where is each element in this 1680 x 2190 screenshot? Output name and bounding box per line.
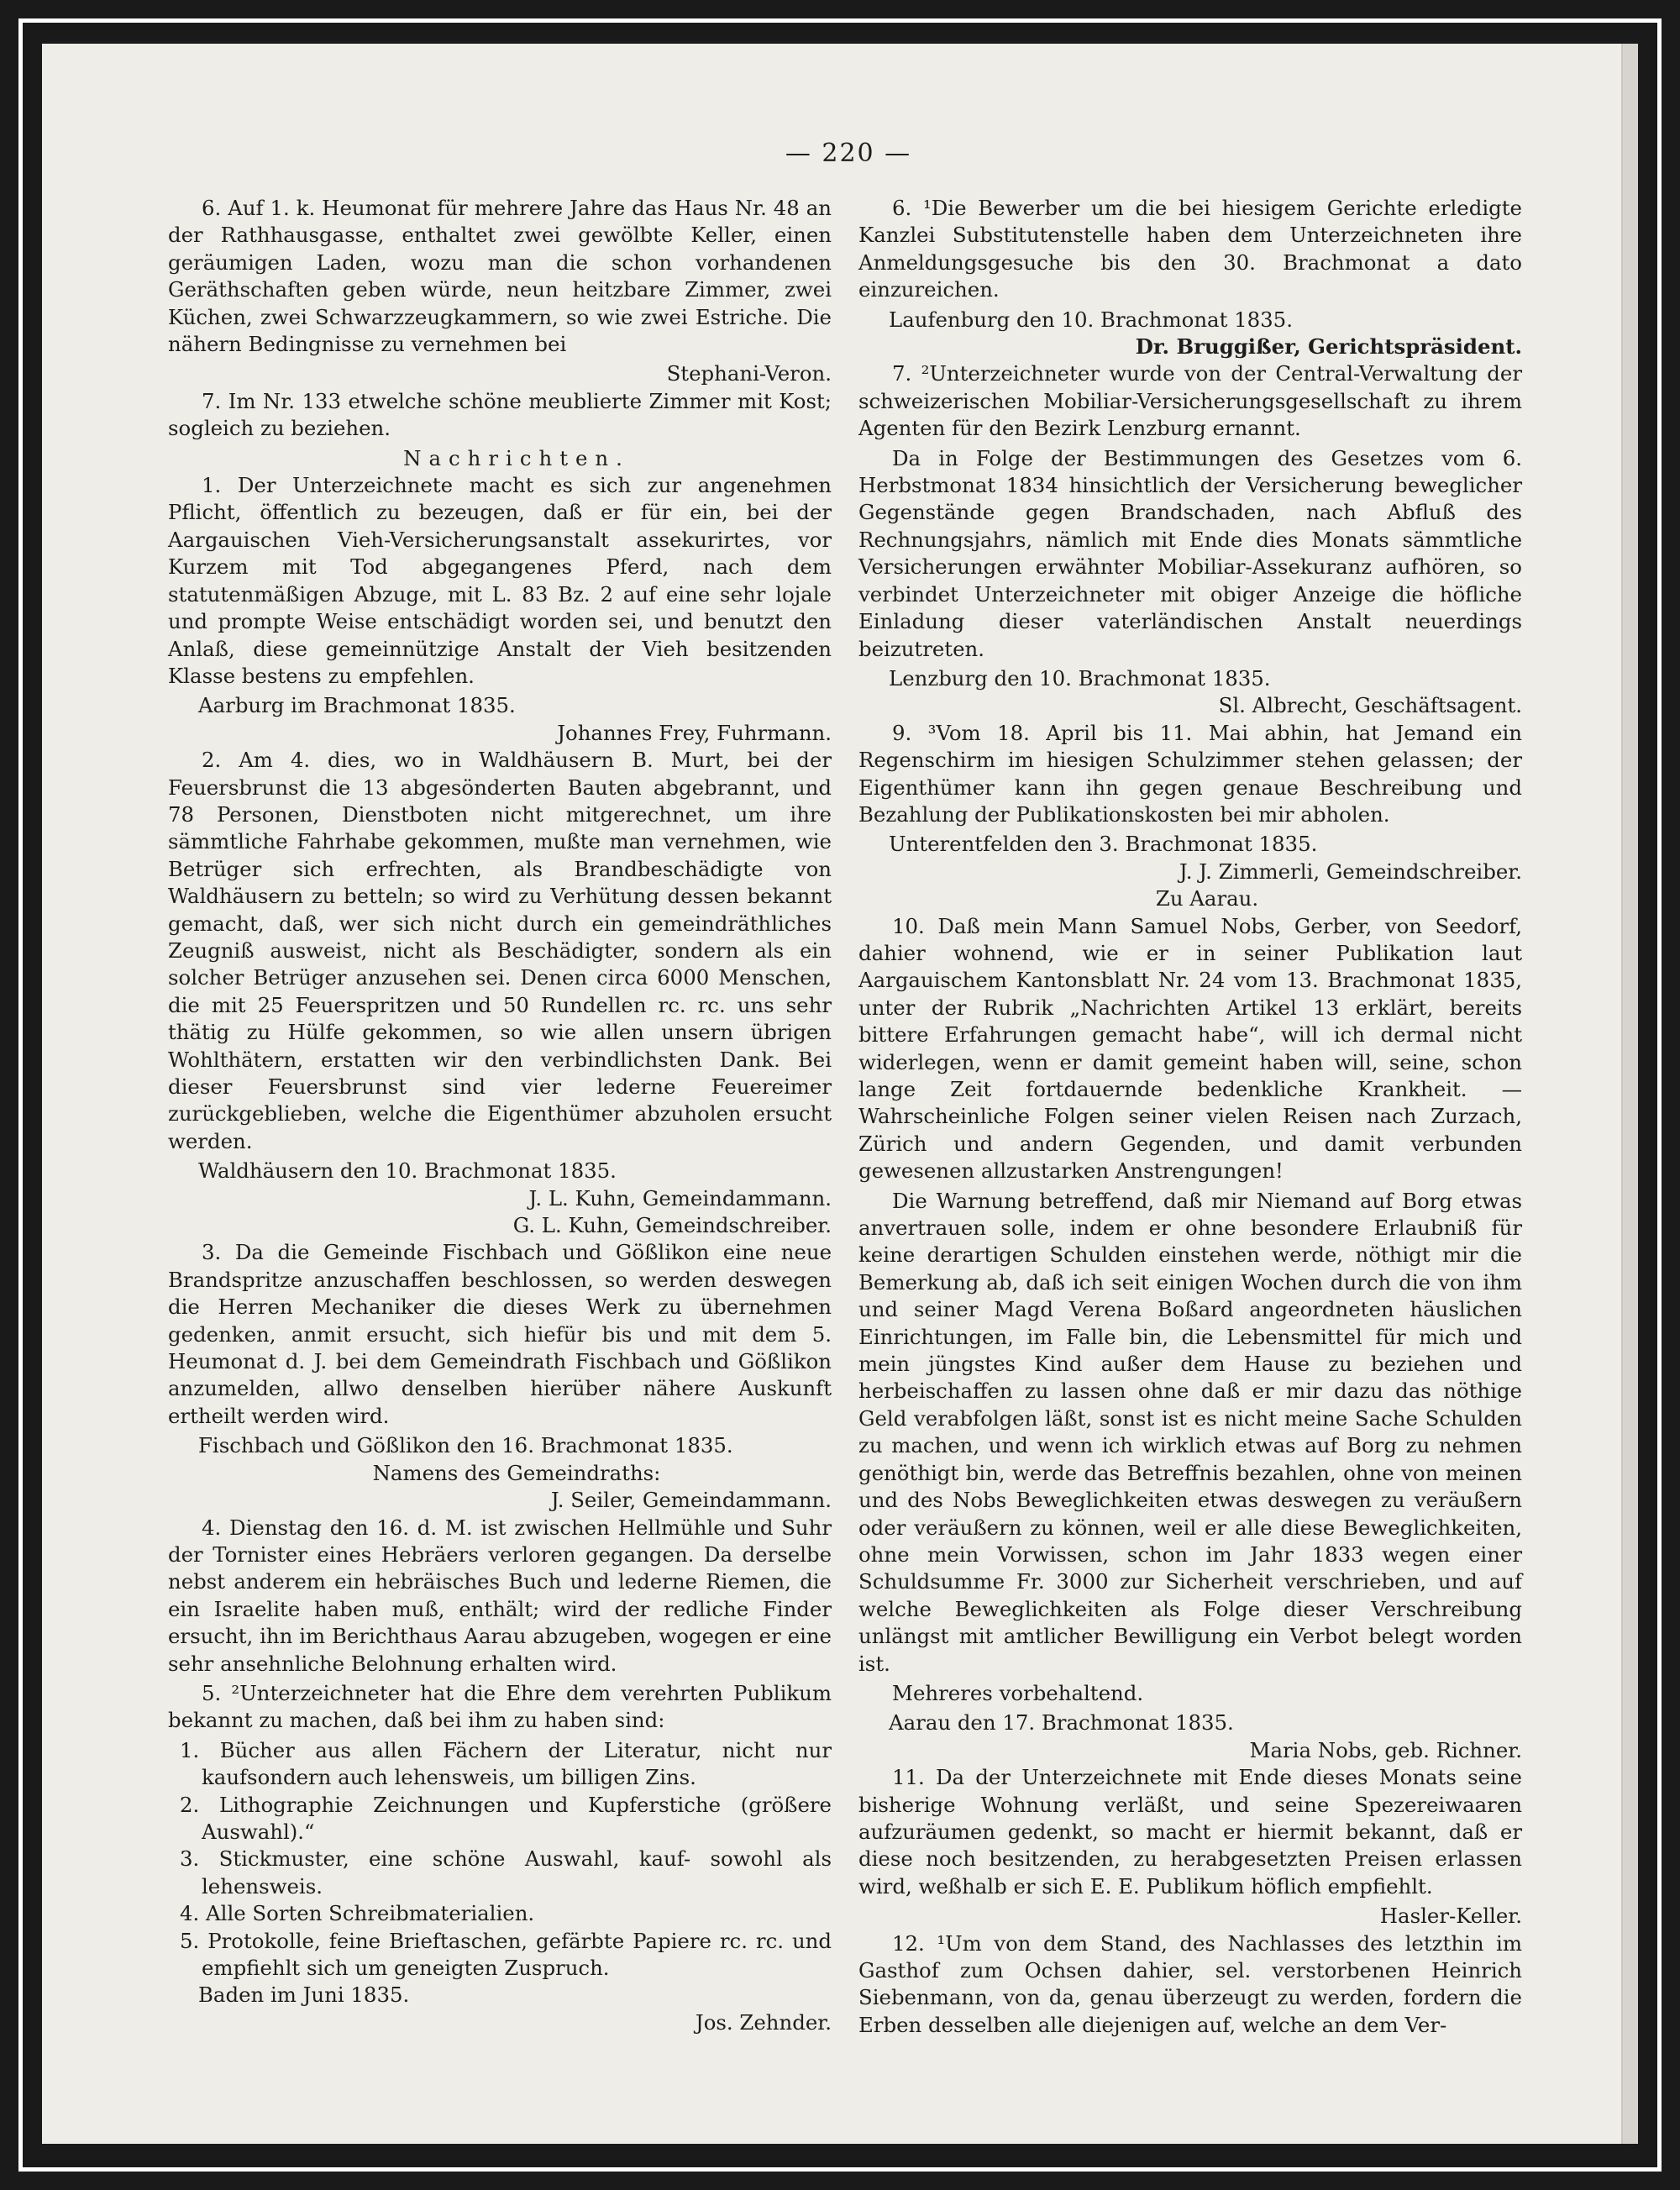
notice-5-place: Baden im Juni 1835. (198, 1983, 410, 2008)
page-number: — 220 — (785, 139, 912, 168)
notice-2-signature-1: J. L. Kuhn, Gemeindammann. (528, 1185, 832, 1211)
notice-12: 12. ¹Um von dem Stand, des Nachlasses des letzthin im Gasthof zum Ochsen dahier, sel. verstorbenen Heinrich Siebenmann, von da, genau überzeugt zu werden, fordern die Erben desselben alle diejenigen auf, welche an dem Ver- (858, 1930, 1522, 2037)
notice-9: 9. ³Vom 18. April bis 11. Mai abhin, hat Jemand ein Regenschirm im hiesigen Schulzimmer stehen gelassen; der Eigenthümer kann ihn gegen genaue Beschreibung und Bezahlung der Publikationskosten bei mir abholen. (858, 720, 1522, 827)
notice-1: 1. Der Unterzeichnete macht es sich zur angenehmen Pflicht, öffentlich zu bezeugen, daß er für ein, bei der Aargauischen Vieh-Versicherungsanstalt assekurirtes, vor Kurzem mit Tod abgegangenes Pferd, nach dem statutenmäßigen Abzuge, mit L. 83 Bz. 2 auf eine sehr lojale und prompte Weise entschädigt worden sei, und benutzt den Anlaß, diese gemeinnützige Anstalt der Vieh besitzenden Klasse bestens zu empfehlen. (168, 473, 832, 688)
notice-3-signature-2: J. Seiler, Gemeindammann. (550, 1488, 832, 1513)
right-column (858, 195, 1522, 2041)
notice-10-continued: Die Warnung betreffend, daß mir Niemand auf Borg etwas anvertrauen solle, indem er ohne besondere Erlaubniß für keine derartigen Schulden einstehen werde, nöthigt mir die Bemerkung ab, daß ich seit einigen Wochen durch die von ihm und seiner Magd Verena Boßard angeordneten häuslichen Einrichtungen, im Falle bin, die Lebensmittel für mich und mein jüngstes Kind außer dem Hause zu beziehen und herbeischaffen zu lassen ohne daß er mir dazu das nöthige Geld verabfolgen läßt, sonst ist es nicht meine Sache Schulden zu machen, und wenn ich wirklich etwas auf Borg zu nehmen genöthigt bin, werde das Betreffnis bezahlen, ohne von meinen und des Nobs Beweglichkeiten etwas deswegen zu veräußern oder veräußern zu können, weil er alle diese Beweglichkeiten, ohne mein Vorwissen, schon im Jahr 1833 wegen einer Schuldsumme Fr. 3000 zur Sicherheit verschrieben, und auf welche Beweglichkeiten als Folge dieser Verschreibung unlängst mit amtlicher Bewilligung ein Verbot belegt worden ist. (858, 1188, 1522, 1676)
notice-10-signature: Maria Nobs, geb. Richner. (1249, 1737, 1522, 1762)
notice-1-place: Aarburg im Brachmonat 1835. (198, 693, 516, 718)
notice-3-place: Fischbach und Gößlikon den 16. Brachmonat 1835. (198, 1433, 733, 1458)
notice-5-item: 3. Stickmuster, eine schöne Auswahl, kauf- sowohl als lehensweis. (180, 1846, 832, 1899)
notice-2: 2. Am 4. dies, wo in Waldhäusern B. Murt, bei der Feuersbrunst die 13 abgesönderten Bauten abgebrannt, und 78 Personen, Dienstboten nicht mitgerechnet, um ihre sämmtliche Fahrhabe gekommen, mußte man vernehmen, wie Betrüger sich erfrechten, als Brandbeschädigte von Waldhäusern zu betteln; so wird zu Verhütung dessen bekannt gemacht, daß, wer sich nicht durch ein gemeindräthliches Zeugniß ausweist, nicht als Beschädigter, sondern als ein solcher Betrüger anzusehen sei. Denen circa 6000 Menschen, die mit 25 Feuerspritzen und 50 Rundellen rc. rc. uns sehr thätig zu Hülfe gekommen, so wie allen unsern übrigen Wohlthätern, erstatten wir den verbindlichsten Dank. Bei dieser Feuersbrunst sind vier lederne Feuereimer zurückgeblieben, welche die Eigenthümer abzuholen ersucht werden. (168, 748, 832, 1153)
notice-2-signature-2: G. L. Kuhn, Gemeindschreiber. (512, 1213, 832, 1238)
left-column (168, 195, 832, 2036)
notice-7: 7. ²Unterzeichneter wurde von der Central-Verwaltung der schweizerischen Mobiliar-Versicherungsgesellschaft zu ihrem Agenten für den Bezirk Lenzburg ernannt. (858, 361, 1522, 441)
section-heading-aarau: Zu Aarau. (1155, 886, 1259, 911)
notice-10-reservation: Mehreres vorbehaltend. (892, 1680, 1144, 1705)
notice-6-signature: Dr. Bruggißer, Gerichtspräsident. (1135, 334, 1522, 360)
notice-1-signature: Johannes Frey, Fuhrmann. (557, 720, 832, 745)
ad-6: 6. Auf 1. k. Heumonat für mehrere Jahre das Haus Nr. 48 an der Rathhausgasse, enthaltet zwei gewölbte Keller, einen geräumigen Laden, wozu man die schon vorhandenen Geräthschaften geben würde, neun heitzbare Zimmer, zwei Küchen, zwei Schwarzzeugkammern, so wie zwei Estriche. Die nähern Bedingnisse zu vernehmen bei (168, 196, 832, 357)
notice-6: 6. ¹Die Bewerber um die bei hiesigem Gerichte erledigte Kanzlei Substitutenstelle haben dem Unterzeichneten ihre Anmeldungsgesuche bis den 30. Brachmonat a dato einzureichen. (858, 196, 1522, 302)
notice-11-signature: Hasler-Keller. (1379, 1904, 1522, 1929)
notice-7-signature: Sl. Albrecht, Geschäftsagent. (1218, 693, 1522, 718)
section-heading: Nachrichten. (403, 445, 630, 470)
notice-11: 11. Da der Unterzeichnete mit Ende dieses Monats seine bisherige Wohnung verläßt, und seine Spezereiwaaren aufzuräumen gedenkt, so macht er hiermit bekannt, daß er diese noch besitzenden, zu herabgesetzten Preisen erlassen wird, weßhalb er sich E. E. Publikum höflich empfiehlt. (858, 1765, 1522, 1899)
notice-3: 3. Da die Gemeinde Fischbach und Gößlikon eine neue Brandspritze anzuschaffen beschlossen, so werden deswegen die Herren Mechaniker die dieses Werk zu übernehmen gedenken, anmit ersucht, sich hiefür bis und mit dem 5. Heumonat d. J. bei dem Gemeindrath Fischbach und Gößlikon anzumelden, allwo denselben hierüber nähere Auskunft ertheilt werden wird. (168, 1240, 832, 1428)
notice-7-place: Lenzburg den 10. Brachmonat 1835. (889, 665, 1271, 691)
notice-6-place: Laufenburg den 10. Brachmonat 1835. (889, 307, 1293, 332)
notice-9-place: Unterentfelden den 3. Brachmonat 1835. (889, 832, 1318, 857)
notice-5-item: 1. Bücher aus allen Fächern der Literatur, nicht nur kaufsondern auch lehensweis, um billigen Zins. (180, 1737, 832, 1790)
notice-5-item: 4. Alle Sorten Schreibmaterialien. (180, 1901, 535, 1926)
notice-9-signature: J. J. Zimmerli, Gemeindschreiber. (1179, 859, 1522, 884)
notice-5-signature: Jos. Zehnder. (695, 2009, 832, 2035)
notice-5-item: 2. Lithographie Zeichnungen und Kupferstiche (größere Auswahl).“ (180, 1792, 832, 1844)
notice-3-signature-1: Namens des Gemeindraths: (372, 1460, 661, 1485)
ad-7: 7. Im Nr. 133 etwelche schöne meublierte Zimmer mit Kost; sogleich zu beziehen. (168, 388, 832, 441)
notice-5-item: 5. Protokolle, feine Brieftaschen, gefärbte Papiere rc. rc. und empfiehlt sich um geneigten Zuspruch. (180, 1928, 832, 1980)
ad-6-signature: Stephani-Veron. (666, 361, 832, 386)
notice-4: 4. Dienstag den 16. d. M. ist zwischen Hellmühle und Suhr der Tornister eines Hebräers verloren gegangen. Da derselbe nebst anderem ein hebräisches Buch und lederne Riemen, die ein Israelite haben muß, enthält; wird der redliche Finder ersucht, ihn im Berichthaus Aarau abzugeben, wogegen er eine sehr ansehnliche Belohnung erhalten wird. (168, 1515, 832, 1676)
page-fold (1623, 44, 1638, 2144)
notice-10-place: Aarau den 17. Brachmonat 1835. (889, 1710, 1234, 1736)
notice-2-place: Waldhäusern den 10. Brachmonat 1835. (198, 1158, 617, 1184)
notice-10: 10. Daß mein Mann Samuel Nobs, Gerber, von Seedorf, dahier wohnend, wie er in seiner Publikation laut Aargauischem Kantonsblatt Nr. 24 vom 13. Brachmonat 1835, unter der Rubrik „Nachrichten Artikel 13 erklärt, bereits bittere Erfahrungen gemacht habe“, will ich dermal nicht widerlegen, wenn er damit gemeint haben will, seine, schon lange Zeit fortdauernde bedenkliche Krankheit. — Wahrscheinliche Folgen seiner vielen Reisen nach Zurzach, Zürich und andern Gegenden, und damit verbunden gewesenen allzustarken Anstrengungen! (858, 913, 1522, 1184)
notice-7-continued: Da in Folge der Bestimmungen des Gesetzes vom 6. Herbstmonat 1834 hinsichtlich der Versicherung beweglicher Gegenstände gegen Brandschaden, nach Abfluß des Rechnungsjahrs, nämlich mit Ende dies Monats sämmtliche Versicherungen erwähnter Mobiliar-Assekuranz aufhören, so verbindet Unterzeichneter mit obiger Anzeige die höfliche Einladung dieser vaterländischen Anstalt neuerdings beizutreten. (858, 445, 1522, 661)
notice-5: 5. ²Unterzeichneter hat die Ehre dem verehrten Publikum bekannt zu machen, daß bei ihm zu haben sind: (168, 1680, 832, 1733)
